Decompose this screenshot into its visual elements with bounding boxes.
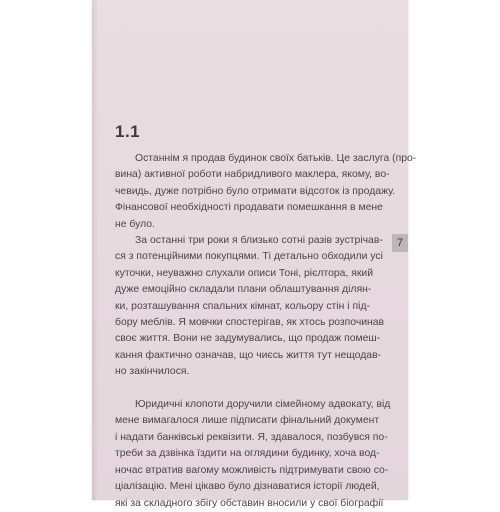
text-line: чевидь, дуже потрібно було отримати відсоток із продажу. (115, 185, 396, 197)
text-line: Юридичні клопоти доручили сімейному адвокату, від (135, 399, 391, 411)
text-line: своє життя. Вони не задумувались, що продаж помеш- (115, 333, 381, 345)
text-line: куточки, неуважно слухали описи Тоні, рієлтора, який (115, 267, 373, 279)
text-line: мене вимагалося лише підписати фінальний документ (115, 415, 380, 427)
text-line: Фінансової необхідності продавати помешкання в мене (115, 202, 383, 214)
text-line: не було. (115, 218, 155, 230)
paragraph-1 (115, 151, 417, 233)
chapter-number: 1.1 (115, 122, 141, 141)
text-line: Останнім я продав будинок своїх батьків. Це заслуга (про- (135, 153, 417, 164)
text-line: і надати банківські реквізити. Я, здавалося, позбувся по- (115, 431, 388, 443)
text-line: ціалізацію. Мені цікаво було дізнаватися історії людей, (115, 481, 380, 493)
text-line: ночас втратив вагому можливість підтримувати свою со- (115, 464, 389, 476)
text-line: дуже емоційно складали плани облаштування ділян- (115, 284, 372, 296)
text-line: кання фактично означав, що чиєсь життя тут нещодав- (115, 349, 382, 361)
book-page (92, 0, 417, 509)
text-line: які за складного збігу обставин вносили у свої біографії (115, 497, 384, 509)
paragraph-3 (115, 397, 391, 512)
text-line: За останні три роки я близько сотні разів зустрічав- (135, 235, 383, 247)
text-line: ки, розташування спальних кімнат, кольору стін і під- (115, 300, 370, 312)
text-line: ся з потенційними покупцями. Ті детально обходили усі (115, 251, 383, 263)
body-text (115, 151, 417, 512)
paragraph-gap (115, 381, 370, 397)
text-line: треби за дзвінка їздити на оглядини будинку, хоча вод- (115, 448, 380, 460)
page-number-tab: 7 (392, 234, 408, 252)
text-line: вина) активної роботи набридливого маклера, якому, во- (115, 169, 390, 181)
text-line: но закінчилося. (115, 366, 190, 378)
text-line: бору меблів. Я мовчки спостерігав, як хтось розпочинав (115, 317, 385, 329)
paragraph-2 (115, 233, 385, 381)
